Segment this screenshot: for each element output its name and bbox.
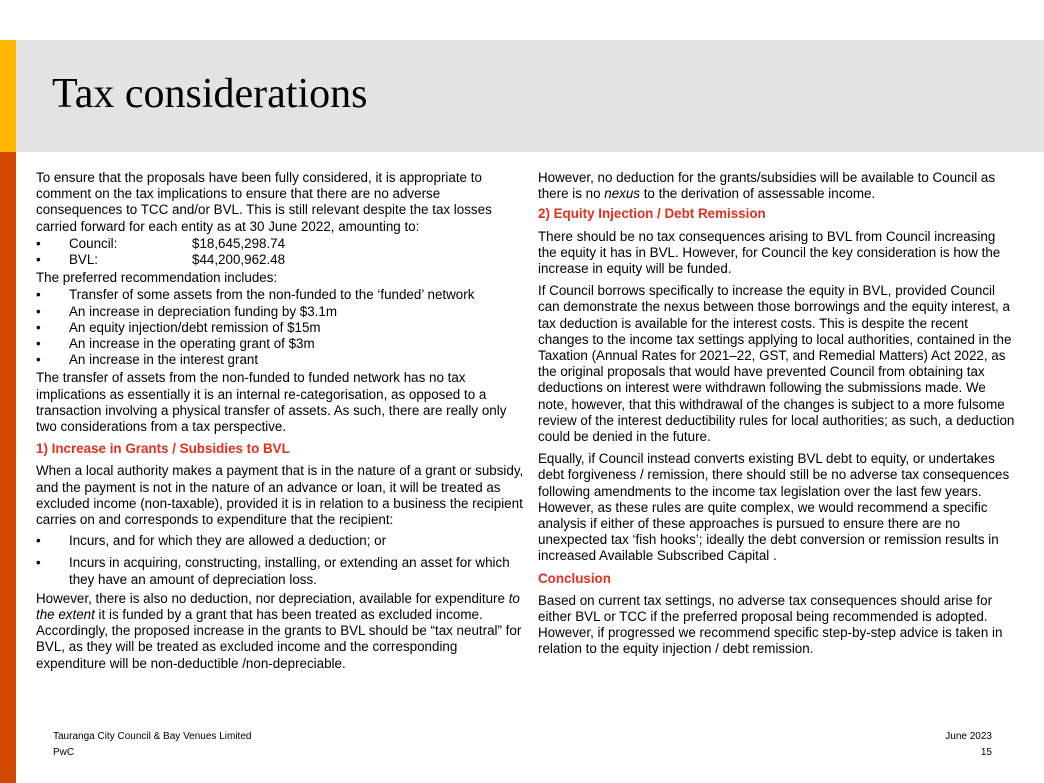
list-item (36, 532, 524, 550)
section-heading-equity: 2) Equity Injection / Debt Remission (538, 206, 766, 222)
however-paragraph (36, 591, 524, 672)
amount-label: BVL: (69, 252, 99, 268)
intro-paragraph: To ensure that the proposals have been fully considered, it is appropriate to comment on the tax implications to ensure that there are no adverse consequences to TCC and/or BVL. This is still relevant despite the tax losses carried forward for each entity as at 30 June 2022, amounting to: (36, 170, 492, 234)
accent-bar-orange (0, 152, 16, 783)
recommendation-intro: The preferred recommendation includes: (36, 270, 278, 286)
bullet: • (36, 533, 41, 549)
recommendation-list (36, 287, 524, 368)
list-item (36, 320, 524, 336)
list-item-text: An equity injection/debt remission of $15m (69, 319, 321, 335)
section-heading-grants: 1) Increase in Grants / Subsidies to BVL (36, 441, 290, 457)
amount-item-bvl (36, 252, 524, 268)
continuation-text-start: However, no deduction for the grants/subsidies will be available to Council as there is no (538, 170, 996, 202)
bullet: • (36, 252, 41, 268)
list-item (36, 554, 524, 589)
continuation-text-end: to the derivation of assessable income. (639, 186, 876, 202)
bullet: • (36, 235, 41, 251)
list-item (36, 287, 524, 303)
however-text-end: it is funded by a grant that has been treated as excluded income. Accordingly, the proposed increase in the grants to BVL should be “tax neutral” for BVL, as they will be treated as excluded income and the corresponding expenditure will be non-deductible /non-depreciable. (36, 606, 522, 671)
list-item-text: An increase in the operating grant of $3m (69, 336, 315, 352)
amount-value: $44,200,962.48 (192, 252, 286, 268)
right-column (538, 170, 1016, 664)
list-item (36, 352, 524, 368)
amount-label: Council: (69, 235, 118, 251)
page-title: Tax considerations (52, 71, 368, 117)
equity-paragraph: There should be no tax consequences arising to BVL from Council increasing the equity it has in BVL. However, for Council the key consideration is how the increase in equity will be funded. (538, 228, 1001, 277)
borrowing-paragraph: If Council borrows specifically to increase the equity in BVL, provided Council can demonstrate the nexus between those borrowings and the equity interest, a tax deduction is available for the interest costs. This is despite the recent changes to the income tax settings applying to local authorities, contained in the Taxation (Annual Rates for 2021–22, GST, and Remedial Matters) Act 2022, as the original proposals that would have prevented Council from obtaining tax deductions on interest were withdrawn following the submissions made. We note, however, that this withdrawal of the changes is subject to a more fulsome review of the interest deductibility rules for local authorities; as such, a deduction could be denied in the future. (538, 283, 1015, 445)
grant-paragraph: When a local authority makes a payment that is in the nature of a grant or subsidy, and the payment is not in the nature of an advance or loan, it will be treated as excluded income (non-taxable), provided it is in relation to a business the recipient carries on and corresponds to expenditure that the recipient: (36, 463, 524, 528)
list-item-text: Transfer of some assets from the non-funded to the ‘funded’ network (69, 287, 475, 303)
bullet: • (36, 554, 41, 570)
conversion-paragraph: Equally, if Council instead converts existing BVL debt to equity, or undertakes debt forgiveness / remission, there should still be no adverse tax consequences following amendments to the income tax legislation over the last few years. However, as these rules are quite complex, we would recommend a specific analysis if either of these approaches is pursued to ensure there are no unexpected tax ‘fish hooks’; ideally the debt conversion or remission results in increased Available Subscribed Capital . (538, 451, 1010, 564)
bullet: • (36, 336, 41, 352)
accent-bar-yellow (0, 40, 16, 152)
footer-firm: PwC (53, 747, 75, 758)
footer-right (945, 729, 992, 761)
bullet: • (36, 303, 41, 319)
bullet: • (36, 287, 41, 303)
grant-conditions-list (36, 532, 524, 589)
loss-amounts-list (36, 236, 524, 268)
conclusion-paragraph: Based on current tax settings, no adverse tax consequences should arise for either BVL or TCC if the preferred proposal being recommended is adopted. However, if progressed we recommend specific step-by-step advice is taken in relation to the equity injection / debt remission. (538, 592, 1003, 657)
amount-value: $18,645,298.74 (192, 235, 286, 251)
emphasis-text: nexus (604, 186, 640, 202)
list-item-text: An increase in the interest grant (69, 352, 259, 368)
footer-date: June 2023 (945, 731, 992, 742)
page-number: 15 (980, 747, 992, 758)
footer-client: Tauranga City Council & Bay Venues Limited (53, 731, 252, 742)
list-item (36, 336, 524, 352)
section-heading-conclusion: Conclusion (538, 570, 611, 586)
however-text-start: However, there is also no deduction, nor depreciation, available for expenditure (36, 590, 509, 606)
list-item-text: Incurs, and for which they are allowed a deduction; or (69, 533, 387, 549)
amount-item-council (36, 236, 524, 252)
top-margin (0, 0, 1044, 40)
title-band (16, 40, 1044, 152)
bullet: • (36, 319, 41, 335)
list-item-text: An increase in depreciation funding by $3.1m (69, 303, 337, 319)
bullet: • (36, 352, 41, 368)
list-item-text: Incurs in acquiring, constructing, installing, or extending an asset for which they have an amount of depreciation loss. (69, 554, 510, 588)
list-item (36, 304, 524, 320)
left-column (36, 170, 524, 678)
emphasis-text: to the extent (36, 590, 520, 622)
continuation-paragraph (538, 170, 1016, 202)
transfer-paragraph: The transfer of assets from the non-funded to funded network has no tax implications as essentially it is an internal re-categorisation, as opposed to a transaction involving a physical transfer of assets. As such, there are really only two considerations from a tax perspective. (36, 370, 507, 435)
footer-left (53, 729, 251, 761)
